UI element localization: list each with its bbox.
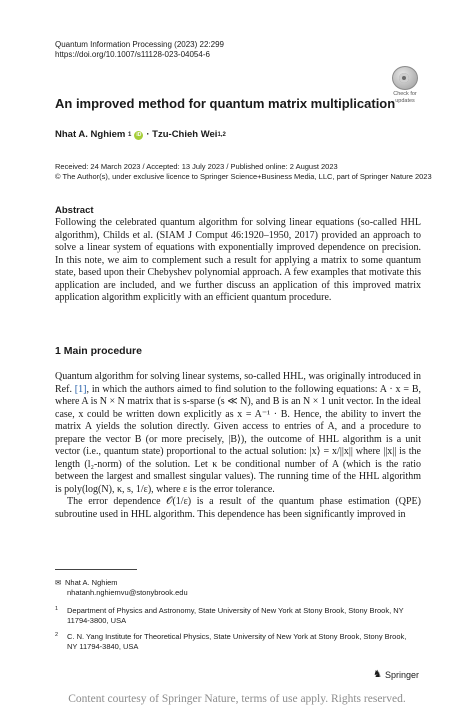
- paragraph-1-end: , in which the authors aimed to find solution to the following equations: A · x = B, where A is N × N matrix that is s-sparse (s ≪ N), and B is an N × 1 unit vector. In the ideal case, x could be written down explicitly as x = A⁻¹ · B. Hence, the ability to invert the matrix A yields the solution directly. Given access to entries of A, and a procedure to prepare the vector B (or more precisely, |B⟩), the outcome of HHL algorithm is a unit vector (i.e., quantum state) proportional to the actual solution: |x⟩ = x/||x|| where ||x|| is the length (l₂-norm) of the solution. Let κ be conditional number of A (which is the ratio between the largest and smallest singular values). The running time of the HHL algorithm is poly(log(N), κ, s, 1/ε), where ε is the error tolerance.: [55, 383, 421, 495]
- author-list: [55, 129, 226, 141]
- affiliation-1-number: 1: [55, 606, 59, 612]
- abstract-text: Following the celebrated quantum algorithm for solving linear equations (so-called HHL algorithm), Childs et al. (SIAM J Comput 46:1920–1950, 2017) provided an approach to solve a linear system of equations with exponentially improved dependence on precision. In this note, we aim to complement such a result for applying a matrix to some quantum state, based upon their Chebyshev polynomial approach. A few examples that motivate this application are included, and we further discuss an application of this improved matrix application algorithm explicitly with an efficient quantum procedure.: [55, 217, 421, 303]
- check-for-updates-icon: [392, 66, 418, 90]
- author-2[interactable]: Tzu-Chieh Wei: [152, 129, 218, 140]
- publisher-logo: [373, 669, 419, 681]
- publisher-name: Springer: [384, 670, 419, 680]
- author-2-affiliation: 1,2: [217, 132, 226, 138]
- envelope-icon: ✉: [55, 578, 62, 587]
- journal-citation: Quantum Information Processing (2023) 22:299: [55, 40, 224, 49]
- check-for-updates-line2: updates: [395, 98, 415, 104]
- check-for-updates-line1: Check for: [393, 91, 417, 97]
- orcid-icon[interactable]: iD: [136, 131, 142, 138]
- contact-author: [55, 578, 118, 588]
- publication-dates: Received: 24 March 2023 / Accepted: 13 July 2023 / Published online: 2 August 2023: [55, 162, 338, 171]
- section-heading: 1 Main procedure: [55, 345, 142, 357]
- abstract-heading: Abstract: [55, 205, 94, 216]
- affiliation-1: [55, 606, 415, 626]
- paper-title: An improved method for quantum matrix multiplication: [55, 96, 396, 111]
- footnote-divider: [55, 569, 137, 570]
- affiliation-1-text: Department of Physics and Astronomy, State University of New York at Stony Brook, Stony Brook, NY 11794-3800, USA: [67, 606, 404, 625]
- doi-link[interactable]: https://doi.org/10.1007/s11128-023-04054-6: [55, 50, 210, 59]
- copyright-notice: © The Author(s), under exclusive licence to Springer Science+Business Media, LLC, part of Springer Nature 2023: [55, 172, 432, 181]
- affiliation-2-number: 2: [55, 632, 59, 638]
- paragraph-1: [55, 371, 421, 496]
- springer-horse-icon: ♞: [373, 669, 382, 680]
- reference-link[interactable]: [1]: [74, 383, 87, 395]
- affiliation-2: [55, 632, 415, 652]
- paragraph-1-start: Quantum algorithm for solving linear systems, so-called HHL, was originally introduced in Ref.: [55, 371, 421, 395]
- author-separator: ·: [146, 129, 150, 140]
- contact-name: Nhat A. Nghiem: [65, 578, 118, 587]
- footer-credit: Content courtesy of Springer Nature, terms of use apply. Rights reserved.: [68, 693, 406, 705]
- paragraph-2: The error dependence 𝒪(1/ε) is a result of the quantum phase estimation (QPE) subroutine used in HHL algorithm. This dependence has been significantly improved in: [55, 496, 421, 520]
- affiliation-2-text: C. N. Yang Institute for Theoretical Physics, State University of New York at Stony Brook, Stony Brook, NY 11794-3840, USA: [67, 632, 407, 651]
- contact-email[interactable]: nhatanh.nghiemvu@stonybrook.edu: [67, 588, 188, 597]
- author-1-affiliation: 1: [128, 132, 132, 138]
- author-1[interactable]: Nhat A. Nghiem: [55, 129, 126, 140]
- section-body: [55, 371, 421, 521]
